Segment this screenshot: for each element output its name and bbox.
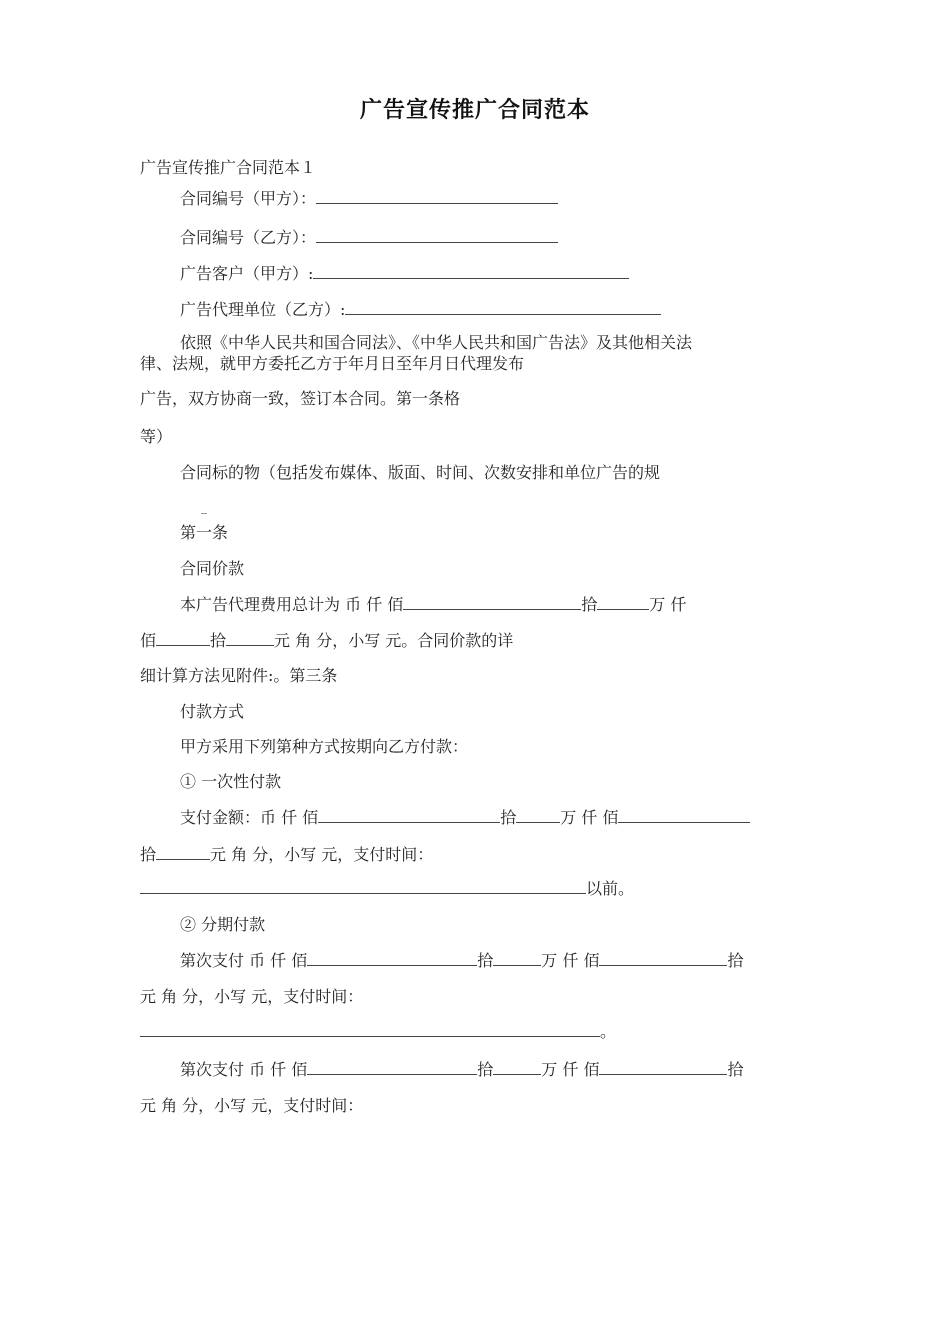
article-title: 合同价款 [180,559,245,578]
paragraph-line: 细计算方法见附件:。第三条 [140,666,338,685]
installment-line: 第次支付 币 仟 佰 拾 万 仟 佰 拾 [180,1060,744,1079]
installment-line: 元 角 分，小写 元，支付时间： [140,987,364,1006]
blank-field [345,300,661,315]
blank-field [599,1060,727,1075]
option-heading: ① 一次性付款 [180,772,282,791]
blank-field [493,951,541,966]
blank-field [618,808,750,823]
blank-field [307,951,477,966]
price-line: 佰 拾 元 角 分，小写 元。合同价款的详 [140,631,514,650]
blank-field [313,264,629,279]
paragraph-line: 广告，双方协商一致，签订本合同。第一条格 [140,389,461,408]
installment-line: 元 角 分，小写 元，支付时间： [140,1096,364,1115]
blank-field [226,631,274,646]
paragraph-line: 甲方采用下列第种方式按期向乙方付款： [180,737,469,756]
blank-field [140,1022,600,1037]
article-heading: 第一条 [180,523,229,542]
blank-field [156,845,210,860]
installment-line: 第次支付 币 仟 佰 拾 万 仟 佰 拾 [180,951,744,970]
paragraph-line: 合同标的物（包括发布媒体、版面、时间、次数安排和单位广告的规 [180,463,661,482]
contract-no-party-a: 合同编号（甲方）： [180,189,558,209]
blank-field [599,951,727,966]
blank-field [307,1060,477,1075]
blank-field [316,228,558,243]
article-title: 付款方式 [180,702,245,721]
payment-date-line: 。 [140,1022,616,1042]
paragraph-line: 律、法规，就甲方委托乙方于年月日至年月日代理发布 [140,354,525,373]
blank-field [493,1060,541,1075]
blank-field [318,808,500,823]
document-title: 广告宣传推广合同范本 [359,98,590,123]
paragraph-line: 等） [140,427,173,446]
agency-party-b: 广告代理单位（乙方）: [180,300,661,320]
section-heading: 广告宣传推广合同范本１ [140,158,317,177]
blank-field [597,595,649,610]
blank-field [140,879,586,894]
blank-field [156,631,210,646]
payment-amount-line: 支付金额：币 仟 佰 拾 万 仟 佰 [180,808,750,828]
blank-field [316,189,558,204]
client-party-a: 广告客户（甲方）: [180,264,629,284]
option-heading: ② 分期付款 [180,915,266,934]
blank-field [516,808,560,823]
payment-date-line: 以前。 [140,879,634,899]
price-line: 本广告代理费用总计为 币 仟 佰 拾 万 仟 [180,595,687,614]
blank-field [403,595,581,610]
stray-mark: _ [201,500,207,514]
payment-amount-line: 拾 元 角 分，小写 元，支付时间： [140,845,434,864]
contract-no-party-b: 合同编号（乙方）： [180,228,558,248]
paragraph-line: 依照《中华人民共和国合同法》、《中华人民共和国广告法》及其他相关法 [180,333,693,352]
